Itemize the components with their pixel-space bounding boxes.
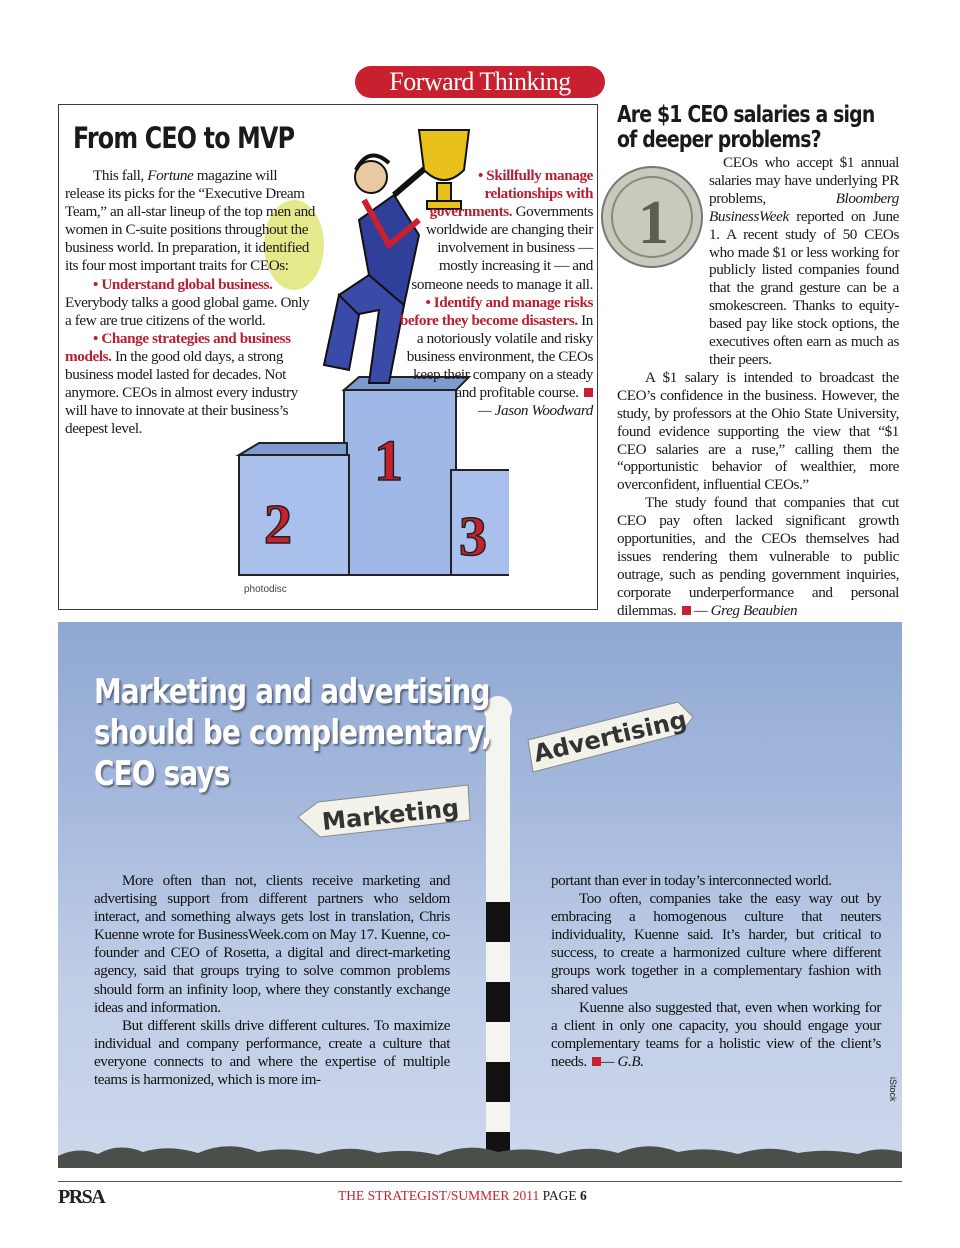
trait-4-text: In a notoriously volatile and risky business environment, the CEOs keep their company on a steady and profitable course. — [406, 311, 593, 402]
section-banner: Forward Thinking — [355, 66, 605, 98]
title-line-2: should be complementary, — [94, 713, 492, 753]
article3-p4: Kuenne also suggested that, even when working for a client in only one capacity, you should engage your complementary teams for a holistic view of the client’s needs. — G.B. — [551, 999, 881, 1070]
article3-p1: More often than not, clients receive marketing and advertising support from different partners who seldom interact, and something always gets lost in translation, Chris Kuenne wrote for BusinessWeek.com on May 17. Kuenne, co-founder and CEO of Rosetta, a digital and direct-marketing agency, said that groups trying to solve common problems should form an infinity loop, where they constantly exchange ideas and information. — [94, 873, 450, 1016]
footer-divider — [58, 1181, 902, 1182]
article1-title: From CEO to MVP — [73, 121, 295, 155]
p1-text-cont: reported on June 1. A recent study of 50 CEOs who made $1 or less working for publicly listed companies found that the grand gesture can be a smokescreen. Thanks to equity-based pay like stock options, the executives often earn as much as their peers. — [709, 207, 899, 368]
sign-advertising: Advertising — [531, 705, 690, 768]
trait-4-head: • Identify and manage risks before they become disasters. — [399, 293, 593, 329]
svg-text:1: 1 — [638, 189, 669, 257]
magazine-name: Fortune — [147, 167, 194, 184]
treeline-image — [58, 1138, 902, 1168]
article3-byline: — G.B. — [601, 1053, 644, 1070]
end-mark-icon — [592, 1057, 601, 1066]
publication-title: THE STRATEGIST/SUMMER 2011 — [338, 1188, 540, 1203]
end-mark-icon — [584, 388, 593, 397]
p1-text: CEOs who accept $1 annual salaries may have underlying PR problems, — [709, 154, 899, 207]
photo-credit: iStock — [888, 1077, 898, 1102]
prsa-logo: PRSA — [58, 1186, 105, 1208]
marketing-advertising-panel — [58, 622, 902, 1168]
article3-left-column — [94, 872, 450, 1089]
podium-second-label: 2 — [264, 494, 292, 556]
trait-2-head: • Change strategies and business models. — [65, 329, 291, 365]
page-label: PAGE — [542, 1188, 577, 1203]
article1-intro — [65, 167, 315, 276]
title-line-3: CEO says — [94, 754, 230, 794]
article-ceo-to-mvp — [58, 104, 598, 610]
article2-title-text: Are $1 CEO salaries a sign of deeper problems? — [617, 102, 875, 153]
podium-first-label: 1 — [374, 428, 403, 493]
intro-text-cont: magazine will release its picks for the “Executive Dream Team,” an all-star lineup of the top men and women in C-suite positions throughout the business world. In preparation, it identified its four most important traits for CEOs: — [65, 167, 315, 275]
intro-text: This fall, — [93, 167, 148, 184]
article1-left-column — [65, 167, 315, 438]
end-mark-icon — [682, 606, 691, 615]
sign-marketing: Marketing — [320, 793, 461, 836]
trait-4 — [399, 294, 593, 403]
trait-1 — [65, 276, 315, 330]
article3-p3: Too often, companies take the easy way out by embracing a homogenous culture that neuters individuality, Kuenne said. It’s harder, but critical to success, to create a harmonized culture where different groups work together in a complementary fashion with shared values — [551, 891, 881, 998]
article2-byline: — Greg Beaubien — [694, 601, 798, 619]
article3-right-column — [551, 872, 881, 1071]
trait-1-head: • Understand global business. — [93, 275, 273, 293]
page-number: 6 — [580, 1188, 587, 1203]
title-line-1: Marketing and advertising — [94, 672, 490, 712]
article2-p1 — [617, 154, 899, 369]
trait-2-text: In the good old days, a strong business model lasted for decades. Not anymore. CEOs in almost every industry will have to innovate at their business’s deepest level. — [65, 347, 298, 438]
article1-byline: — Jason Woodward — [478, 402, 593, 420]
photo-credit: photodisc — [244, 584, 287, 595]
podium-third-label: 3 — [459, 506, 487, 568]
article3-title — [94, 672, 491, 795]
article2-p3: The study found that companies that cut CEO pay often lacked significant growth opportunities, and the CEOs themselves had issues rendering them vulnerable to public outrage, such as pending government inquiries, corporate underperformance and personal dilemmas. — Greg Beaubien — [617, 494, 899, 619]
article2-p2: A $1 salary is intended to broadcast the CEO’s confidence in the business. However, the study, by professors at the Ohio State University, found evidence supporting the view that “$1 CEO salaries are a ruse,” calling them the “opportunistic behavior of wealthier, more overconfident, influential CEOs.” — [617, 368, 899, 494]
trait-3-head: • Skillfully manage relationships with governments. — [429, 167, 593, 221]
publication-name: Bloomberg BusinessWeek — [709, 189, 899, 225]
trait-1-text: Everybody talks a good global game. Only a few are true citizens of the world. — [65, 293, 310, 329]
page-footer — [338, 1188, 587, 1204]
article2-body — [617, 154, 899, 620]
article3-p2-cont: portant than ever in today’s interconnected world. — [551, 873, 832, 889]
trait-3-text: Governments worldwide are changing their involvement in business — mostly increasing it — and someone needs to manage it all. — [411, 203, 593, 293]
trait-2 — [65, 330, 315, 439]
trait-3 — [399, 167, 593, 294]
article1-right-column — [399, 167, 593, 420]
article2-title — [617, 103, 896, 153]
article3-p2: But different skills drive different cultures. To maximize individual and company performance, create a culture that everyone connects to and where the expertise of multiple teams is harmonized, which is more im- — [94, 1017, 450, 1089]
